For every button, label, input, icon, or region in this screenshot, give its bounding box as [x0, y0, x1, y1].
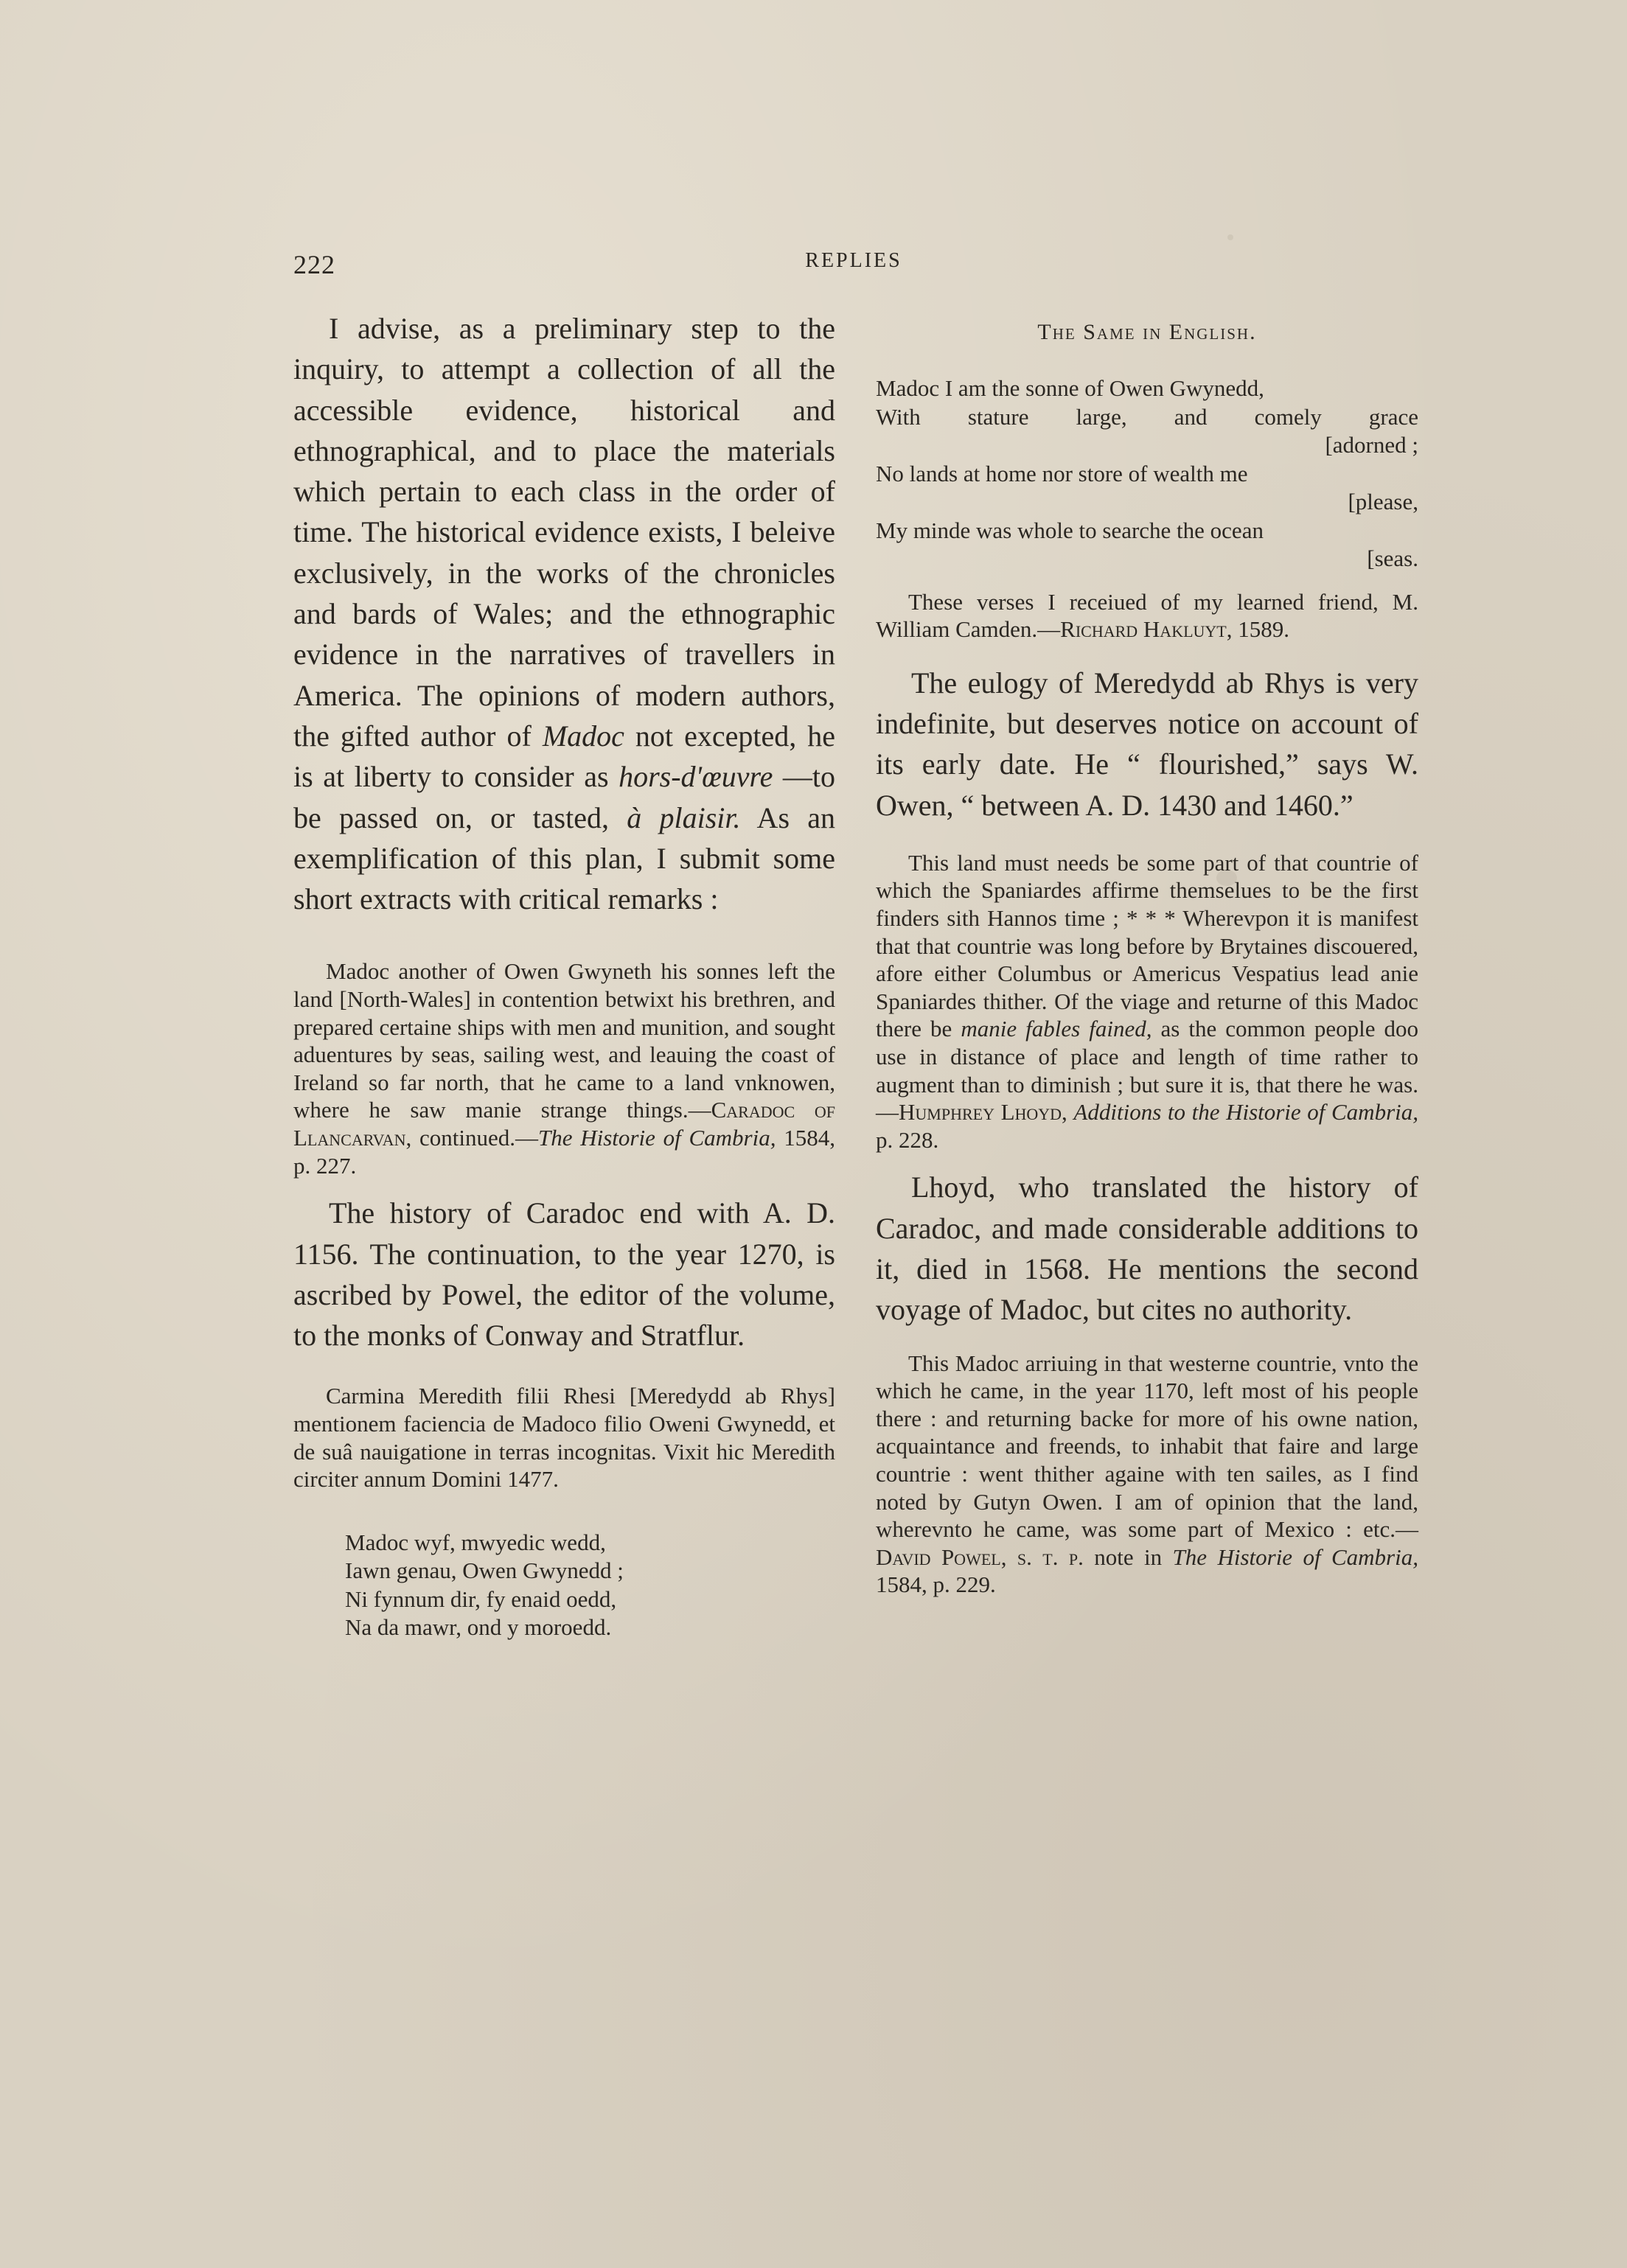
quote-author: Caradoc of Llancarvan — [293, 1097, 835, 1151]
text-run: p. 228. — [876, 1126, 939, 1153]
text-run: 1584, p. 227. — [293, 1125, 835, 1179]
italic-fables: manie fables fained, — [961, 1016, 1152, 1042]
quote-hakluyt — [876, 588, 1418, 643]
verse-line: Iawn genau, Owen Gwynedd ; — [345, 1557, 624, 1584]
verse-line: Madoc I am the sonne of Owen Gwynedd, — [876, 375, 1264, 401]
text-run: as the common people doo use in distance of place and length of time rather to augment than to diminish ; but sure it is, that there he was.— — [876, 1016, 1418, 1126]
quote-lhoyd — [876, 849, 1418, 1154]
verse-continuation: [seas. — [1367, 545, 1418, 571]
welsh-verse — [293, 1529, 835, 1642]
quote-author: Richard Hakluyt — [1060, 616, 1227, 643]
quote-work-title: The Historie of Cambria, — [537, 1125, 776, 1151]
text-run: This Madoc arriuing in that westerne countrie, vnto the which he came, in the year 1170, left most of his people there : and returning backe for more of his owne nation, acquaintance and freends, to inhabit that faire and large countrie : went thither againe with ten sailes, as I find noted by Gutyn Owen. I am of opinion that the land, wherevnto he came, was some part of Mexico : etc.— — [876, 1350, 1418, 1543]
left-column — [293, 308, 835, 1642]
quote-work-title: Additions to the Historie of Cambria, — [1073, 1099, 1418, 1126]
text-run: note in — [1083, 1543, 1173, 1570]
quote-author: Humphrey Lhoyd, — [899, 1099, 1067, 1126]
italic-title-madoc: Madoc — [542, 719, 624, 753]
quote-caradoc — [293, 957, 835, 1179]
verse-line: Ni fynnum dir, fy enaid oedd, — [345, 1585, 617, 1612]
italic-a-plaisir: à plaisir. — [627, 800, 741, 834]
paragraph-lhoyd: Lhoyd, who translated the history of Caradoc, and made considerable additions to it, died in 1568. He mentions the second voyage of Madoc, but cites no authority. — [876, 1170, 1418, 1327]
text-run: —to be passed on, or tasted, — [293, 760, 835, 834]
verse-line: My minde was whole to searche the ocean — [876, 517, 1264, 543]
paragraph-eulogy: The eulogy of Meredydd ab Rhys is very indefinite, but deserves notice on account of its early date. He “ flourished,” says W. Owen, “ between A. D. 1430 and 1460.” — [876, 666, 1418, 822]
text-run: These verses I receiued of my learned friend, M. William Camden.— — [876, 588, 1418, 643]
quote-work-title: The Historie of Cambria, — [1172, 1543, 1418, 1570]
verse-line: No lands at home nor store of wealth me — [876, 460, 1248, 486]
page-number: 222 — [293, 250, 335, 279]
text-run: 1584, p. 229. — [876, 1571, 996, 1598]
paragraph-caradoc-history: The history of Caradoc end with A. D. 1156. The continuation, to the year 1270, is ascribed by Powel, the editor of the volume, to the monks of Conway and Stratflur. — [293, 1196, 835, 1353]
text-run: This land must needs be some part of that countrie of which the Spaniardes affirme themselues to be the first finders sith Hannos time ; * * * Wherevpon it is manifest that that countrie was long before by Brytaines discouered, afore either Columbus or Americus Vespatius lead anie Spaniardes thither. Of the viage and returne of this Madoc there be — [876, 849, 1418, 1042]
text-run: not excepted, he is at liberty to consider as — [293, 719, 835, 794]
verse-continuation: [please, — [1348, 489, 1418, 514]
verse-line: Madoc wyf, mwyedic wedd, — [345, 1529, 606, 1555]
text-run: Madoc another of Owen Gwyneth his sonnes left the land [North-Wales] in contention betwixt his brethren, and prepared certaine ships with men and munition, and sought aduentures by seas, sailing west, and leauing the coast of Ireland so far north, that he came to a land vnknowen, where he saw manie strange things.— — [293, 958, 835, 1123]
paragraph-advise — [293, 308, 835, 919]
text-run: , 1589. — [1226, 616, 1289, 643]
page-header — [293, 249, 1414, 286]
italic-hors-doeuvre: hors-d'œuvre — [619, 760, 773, 794]
paper-stain — [1227, 234, 1233, 240]
running-head: REPLIES — [805, 249, 902, 272]
right-column — [876, 308, 1418, 1599]
english-verse — [876, 374, 1418, 573]
verse-continuation: [adorned ; — [1325, 432, 1418, 458]
quote-powel — [876, 1350, 1418, 1599]
text-run: As an exemplification of this plan, I submit some short extracts with critical remarks : — [293, 800, 835, 916]
quote-degree: s. t. p. — [1017, 1543, 1084, 1570]
text-run: , continued.— — [405, 1125, 538, 1151]
section-heading: The Same in English. — [1037, 320, 1257, 344]
quote-author: David Powel, — [876, 1543, 1007, 1570]
quote-carmina: Carmina Meredith filii Rhesi [Meredydd ab Rhys] mentionem faciencia de Madoco filio Oweni Gwynedd, et de suâ nauigatione in terras incognitas. Vixit hic Meredith circiter annum Domini 1477. — [293, 1383, 835, 1493]
verse-line: With stature large, and comely grace — [876, 403, 1418, 430]
text-run: I advise, as a preliminary step to the inquiry, to attempt a collection of all the accessible evidence, historical and ethnographical, and to place the materials which pertain to each class in the order of time. The historical evidence exists, I beleive exclusively, in the works of the chronicles and bards of Wales; and the ethnographic evidence in the narratives of travellers in America. The opinions of modern authors, the gifted author of — [293, 312, 835, 753]
verse-line: Na da mawr, ond y moroedd. — [345, 1614, 612, 1641]
